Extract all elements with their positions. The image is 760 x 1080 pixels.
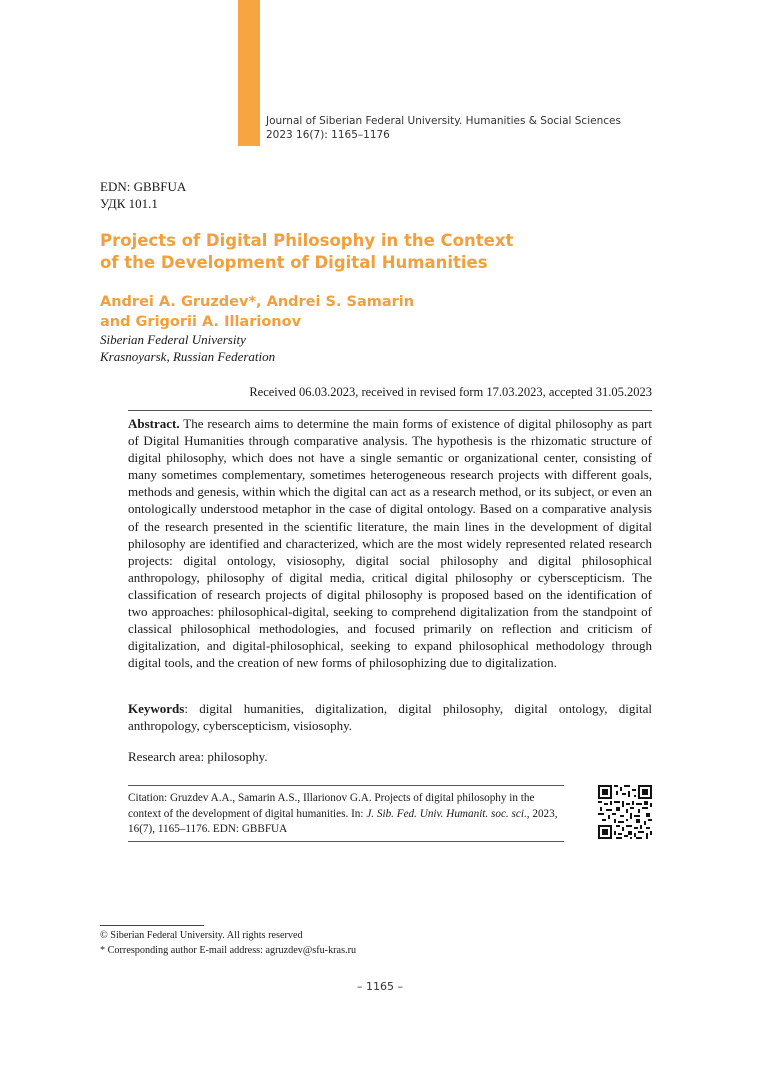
- citation-details: , 2023, 16(7), 1165–1176. EDN: GBBFUA: [128, 807, 558, 835]
- authors-line-1: Andrei A. Gruzdev*, Andrei S. Samarin: [100, 294, 415, 310]
- journal-name: Journal of Siberian Federal University. Humanities & Social Sciences: [266, 115, 621, 127]
- affiliation-university: Siberian Federal University: [100, 332, 246, 347]
- footnote-divider: [100, 925, 204, 926]
- title-line-1: Projects of Digital Philosophy in the Context: [100, 231, 514, 250]
- keywords-text: : digital humanities, digitalization, digital philosophy, digital ontology, digital anthropology, cyberscepticism, visiosophy.: [128, 701, 652, 733]
- affiliation-location: Krasnoyarsk, Russian Federation: [100, 349, 276, 364]
- citation-text: Citation: Gruzdev A.A., Samarin A.S., Illarionov G.A. Projects of digital philosophy in the context of the development of digital humanities. In:: [128, 792, 535, 820]
- abstract-text: The research aims to determine the main forms of existence of digital philosophy as part of Digital Humanities through comparative analysis. The hypothesis is the rhizomatic structure of digital philosophy, which does not have a single semantic or organizational center, consisting of many sometimes complementary, sometimes heterogeneous research projects with different goals, methods and genesis, within which the digital can act as a research method, or its subject, or even an ontologically understood metaphor in the case of digital ontology. Based on a comparative analysis of the research presented in the scientific literature, the main lines in the development of digital philosophy are identified and characterized, which are the most widely represented related research projects: digital ontology, visiosophy, digital social philosophy and digital philosophical anthropology, philosophy of digital media, critical digital philosophy or cyberscepticism. The classification of research projects of digital philosophy is proposed based on the identification of two approaches: philosophical-digital, seeking to comprehend digitalization from the standpoint of classical philosophical methodologies, and focused primarily on reflection and criticism of digitalization, and digital-philosophical, seeking to expand philosophical methodology through digital tools, and the creation of new forms of philosophizing due to digitalization.: [128, 416, 652, 671]
- article-authors: [100, 292, 660, 332]
- copyright-note: © Siberian Federal University. All rights reserved: [100, 930, 303, 941]
- header-accent-bar: [238, 0, 260, 146]
- citation-divider-bottom: [128, 841, 564, 842]
- article-identifiers: [100, 178, 186, 212]
- keywords-label: Keywords: [128, 701, 185, 716]
- udk-code: УДК 101.1: [100, 196, 158, 211]
- footnotes: [100, 929, 660, 958]
- research-area: Research area: philosophy.: [128, 749, 268, 764]
- keywords: [128, 700, 652, 734]
- abstract-divider: [128, 410, 652, 411]
- abstract: [128, 415, 652, 671]
- corresponding-author-note: * Corresponding author E-mail address: agruzdev@sfu-kras.ru: [100, 944, 357, 956]
- journal-header: [266, 114, 736, 142]
- page-number: – 1165 –: [357, 980, 403, 993]
- title-line-2: of the Development of Digital Humanities: [100, 253, 488, 272]
- citation-journal: J. Sib. Fed. Univ. Humanit. soc. sci.: [366, 807, 527, 820]
- citation-divider-top: [128, 785, 564, 786]
- abstract-label: Abstract.: [128, 416, 180, 431]
- article-title: [100, 230, 660, 274]
- affiliation: [100, 331, 275, 365]
- journal-issue: 2023 16(7): 1165–1176: [266, 129, 390, 141]
- authors-line-2: and Grigorii A. Illarionov: [100, 314, 302, 330]
- citation: [128, 791, 564, 838]
- received-dates: Received 06.03.2023, received in revised form 17.03.2023, accepted 31.05.2023: [249, 385, 652, 399]
- edn-code: EDN: GBBFUA: [100, 179, 187, 194]
- qr-code-icon: [598, 785, 652, 839]
